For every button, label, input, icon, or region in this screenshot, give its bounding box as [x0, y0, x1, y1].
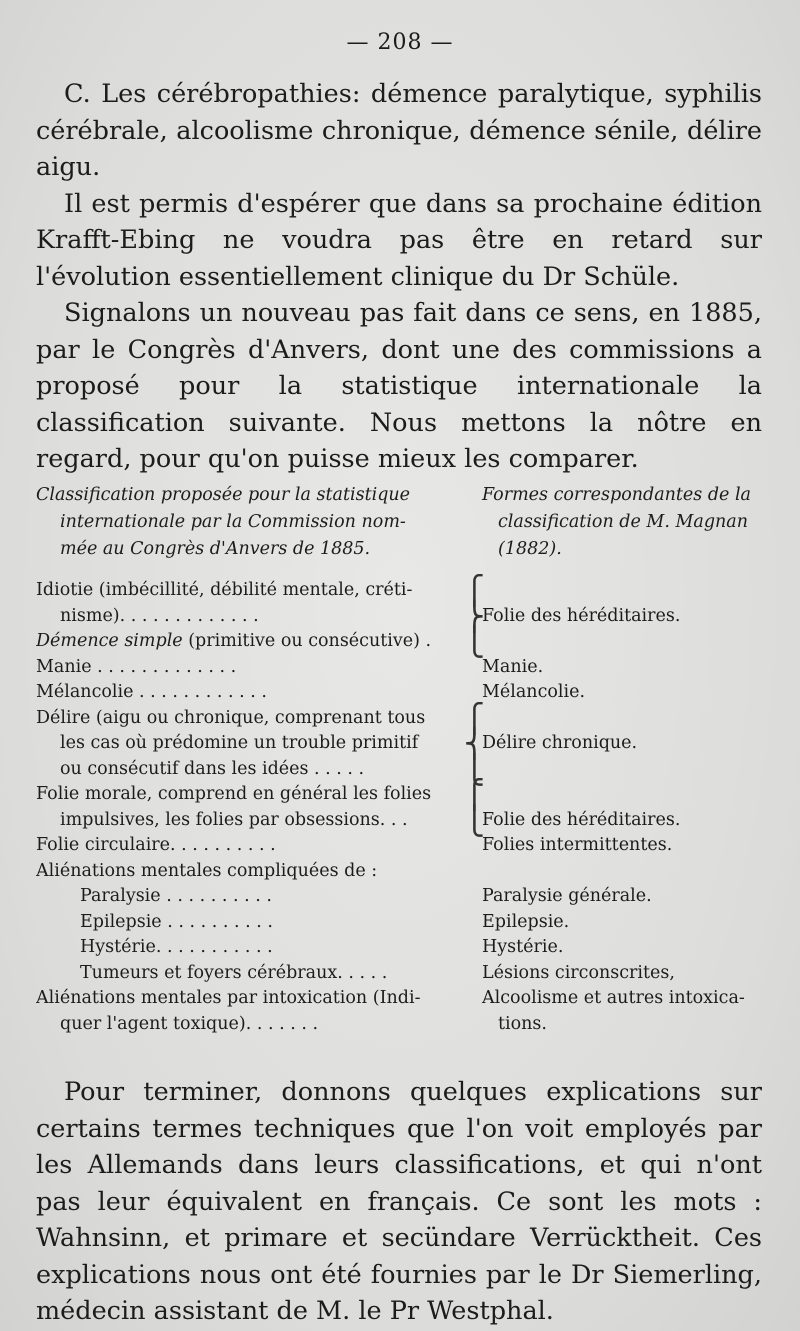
- left-header-line: mée au Congrès d'Anvers de 1885.: [60, 539, 371, 559]
- row-left: Paralysie . . . . . . . . . .: [80, 886, 272, 906]
- brace-mark: ⎧: [464, 574, 485, 607]
- table-row: [36, 986, 766, 1012]
- paragraph-closing: Pour terminer, donnons quelques explications sur certains termes techniques que l'on voit employés par les Allemands dans leurs classifications, et qui n'ont pas leur équivalent en français. Ce sont les mots : Wahnsinn, et primare et secündare Verrücktheit. Ces explications nous ont été fournies par le Dr Siemerling, médecin assistant de M. le Pr Westphal.: [36, 1077, 762, 1326]
- table-row: [36, 599, 766, 633]
- brace-mark: ⎩: [464, 752, 485, 786]
- brace-mark: ⎩: [464, 803, 485, 837]
- row-left: Aliénations mentales compliquées de :: [36, 860, 378, 881]
- row-right: Mélancolie.: [482, 682, 586, 702]
- table-row: [36, 778, 766, 811]
- row-left: Aliénations mentales par intoxication (Indi-: [36, 988, 421, 1008]
- table-row: [36, 1012, 766, 1038]
- table-row: [36, 803, 766, 837]
- row-left: Hystérie. . . . . . . . . . .: [80, 937, 273, 957]
- row-right: tions.: [498, 1013, 547, 1034]
- table-row: [36, 961, 766, 987]
- right-header-line: classification de M. Magnan: [498, 512, 748, 532]
- table-row: [36, 701, 766, 735]
- left-header-line: Classification proposée pour la statistique: [36, 485, 411, 505]
- table-row: [36, 910, 766, 936]
- table-row: [36, 884, 766, 910]
- row-left: Folie circulaire. . . . . . . . . .: [36, 835, 276, 855]
- brace-mark: ⎧: [464, 701, 485, 735]
- row-left: Tumeurs et foyers cérébraux. . . . .: [80, 962, 388, 983]
- brace-mark: ⎬: [464, 599, 485, 633]
- row-left: nisme). . . . . . . . . . . . .: [60, 605, 259, 626]
- table-row: [36, 574, 766, 607]
- table-row: [36, 680, 766, 706]
- row-left: ou consécutif dans les idées . . . . .: [60, 758, 365, 779]
- table-row: [36, 752, 766, 786]
- row-left: impulsives, les folies par obsessions. . .: [60, 809, 408, 830]
- row-left: Démence simple (primitive ou consécutive) .: [36, 631, 432, 651]
- closing-text: [36, 1074, 762, 1330]
- row-right: Folies intermittentes.: [482, 835, 673, 855]
- row-left: Délire (aigu ou chronique, comprenant tous: [36, 707, 426, 728]
- brace-mark: ⎩: [464, 625, 485, 658]
- row-right: Délire chronique.: [482, 733, 638, 753]
- row-left: quer l'agent toxique). . . . . . .: [60, 1013, 319, 1034]
- row-right: Manie.: [482, 656, 544, 677]
- brace-mark: ⎨: [464, 727, 485, 760]
- table-row: [36, 727, 766, 760]
- table-row: [36, 859, 766, 885]
- left-header-line: internationale par la Commission nom-: [60, 512, 406, 532]
- intro-text: [36, 76, 762, 478]
- table-right-header: [482, 482, 772, 563]
- table-row: [36, 655, 766, 681]
- row-left: Mélancolie . . . . . . . . . . . .: [36, 682, 267, 702]
- classification-table: [36, 574, 766, 1037]
- row-left: Folie morale, comprend en général les folies: [36, 784, 432, 804]
- row-right: Folie des héréditaires.: [482, 809, 681, 830]
- table-row: [36, 833, 766, 859]
- row-right: Epilepsie.: [482, 911, 570, 932]
- paragraph-congres-anvers: Signalons un nouveau pas fait dans ce sens, en 1885, par le Congrès d'Anvers, dont une des commissions a proposé pour la statistique internationale la classification suivante. Nous mettons la nôtre en regard, pour qu'on puisse mieux les comparer.: [36, 298, 762, 474]
- right-header-line: Formes correspondantes de la: [482, 485, 751, 505]
- table-row: [36, 625, 766, 658]
- row-left: Epilepsie . . . . . . . . . .: [80, 911, 273, 932]
- row-right: Alcoolisme et autres intoxica-: [482, 988, 745, 1008]
- brace-mark: ⎧: [464, 778, 485, 811]
- row-right: Folie des héréditaires.: [482, 605, 681, 626]
- row-right: Hystérie.: [482, 937, 564, 957]
- row-left: les cas où prédomine un trouble primitif: [60, 733, 419, 753]
- paragraph-krafft-ebing: Il est permis d'espérer que dans sa prochaine édition Krafft-Ebing ne voudra pas être en retard sur l'évolution essentiellement clinique du Dr Schüle.: [36, 188, 762, 292]
- row-right: Lésions circonscrites,: [482, 962, 675, 983]
- row-right: Paralysie générale.: [482, 886, 652, 906]
- row-left: Idiotie (imbécillité, débilité mentale, créti-: [36, 580, 413, 600]
- table-left-header: [36, 482, 456, 563]
- row-left: Manie . . . . . . . . . . . . .: [36, 656, 237, 677]
- page-number: — 208 —: [346, 30, 454, 55]
- right-header-line: (1882).: [498, 539, 562, 559]
- table-row: [36, 935, 766, 961]
- paragraph-cerebropathies: C. Les cérébropathies: démence paralytique, syphilis cérébrale, alcoolisme chronique, démence sénile, délire aigu.: [36, 79, 762, 182]
